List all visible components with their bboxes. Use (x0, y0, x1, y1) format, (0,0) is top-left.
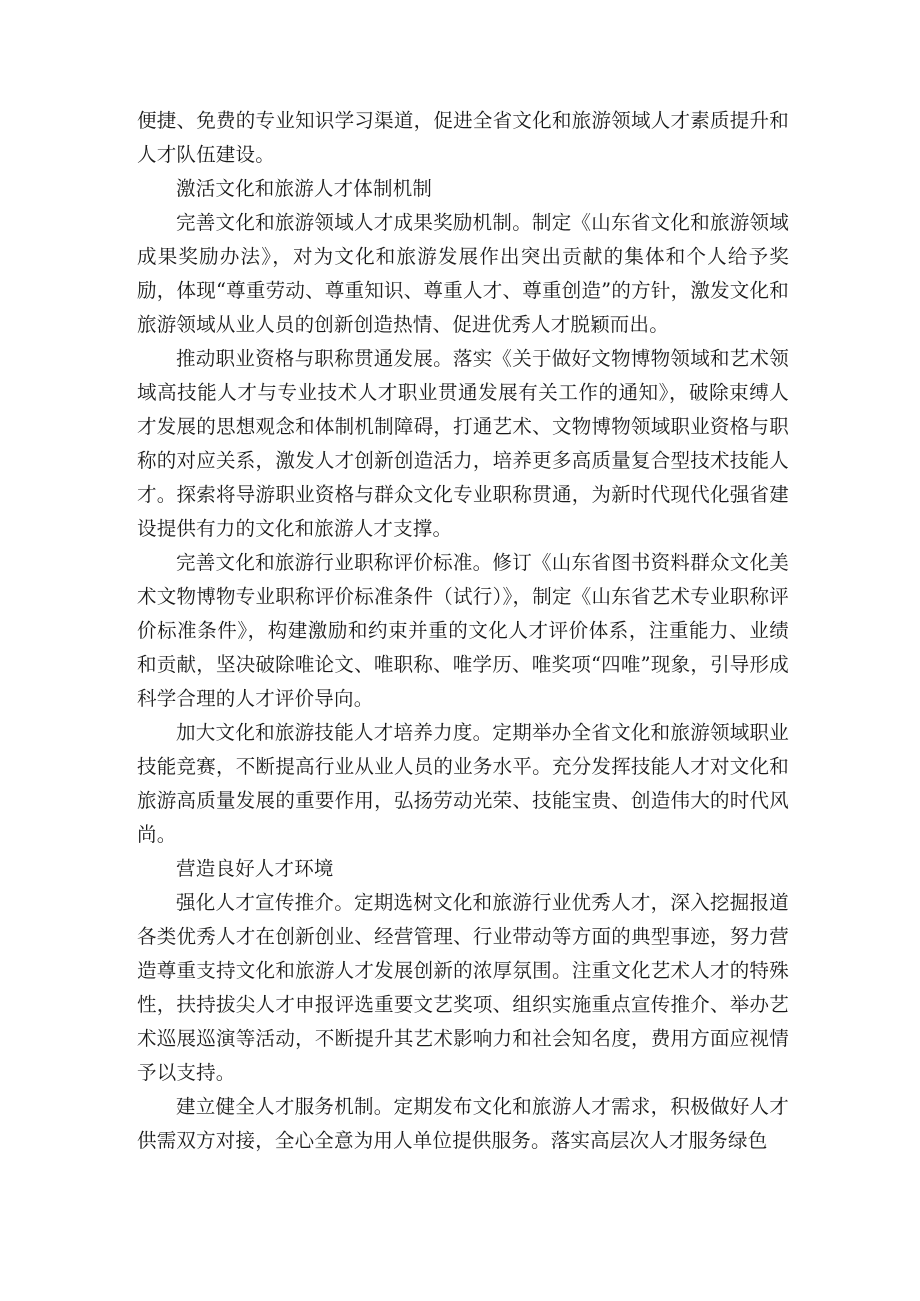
paragraph-talent-promotion: 强化人才宣传推介。定期选树文化和旅游行业优秀人才，深入挖掘报道各类优秀人才在创新创业、经营管理、行业带动等方面的典型事迹，努力营造尊重支持文化和旅游人才发展创新的浓厚氛围。注重文化艺术人才的特殊性，扶持拔尖人才申报评选重要文艺奖项、组织实施重点宣传推介、举办艺术巡展巡演等活动，不断提升其艺术影响力和社会知名度，费用方面应视情予以支持。 (137, 891, 789, 1084)
paragraph-evaluation-standard: 完善文化和旅游行业职称评价标准。修订《山东省图书资料群众文化美术文物博物专业职称评价标准条件（试行）》，制定《山东省艺术专业职称评价标准条件》，构建激励和约束并重的文化人才评价体系，注重能力、业绩和贡献，坚决破除唯论文、唯职称、唯学历、唯奖项“四唯”现象，引导形成科学合理的人才评价导向。 (137, 551, 789, 710)
section-heading-mechanism: 激活文化和旅游人才体制机制 (176, 177, 433, 200)
paragraph-skill-training: 加大文化和旅游技能人才培养力度。定期举办全省文化和旅游领域职业技能竞赛，不断提高行业从业人员的业务水平。充分发挥技能人才对文化和旅游高质量发展的重要作用，弘扬劳动光荣、技能宝贵、创造伟大的时代风尚。 (137, 721, 789, 846)
paragraph-continuation: 便捷、免费的专业知识学习渠道，促进全省文化和旅游领域人才素质提升和人才队伍建设。 (137, 109, 789, 166)
section-heading-environment: 营造良好人才环境 (176, 857, 334, 880)
paragraph-talent-service: 建立健全人才服务机制。定期发布文化和旅游人才需求，积极做好人才供需双方对接，全心全意为用人单位提供服务。落实高层次人才服务绿色 (137, 1095, 789, 1152)
paragraph-qualification-title: 推动职业资格与职称贯通发展。落实《关于做好文物博物领域和艺术领域高技能人才与专业技术人才职业贯通发展有关工作的通知》，破除束缚人才发展的思想观念和体制机制障碍，打通艺术、文物博物领域职业资格与职称的对应关系，激发人才创新创造活力，培养更多高质量复合型技术技能人才。探索将导游职业资格与群众文化专业职称贯通，为新时代现代化强省建设提供有力的文化和旅游人才支撑。 (137, 347, 789, 540)
paragraph-reward-mechanism: 完善文化和旅游领域人才成果奖励机制。制定《山东省文化和旅游领域成果奖励办法》，对为文化和旅游发展作出突出贡献的集体和个人给予奖励，体现“尊重劳动、尊重知识、尊重人才、尊重创造”的方针，激发文化和旅游领域从业人员的创新创造热情、促进优秀人才脱颖而出。 (137, 211, 789, 336)
document-body (137, 104, 789, 1158)
